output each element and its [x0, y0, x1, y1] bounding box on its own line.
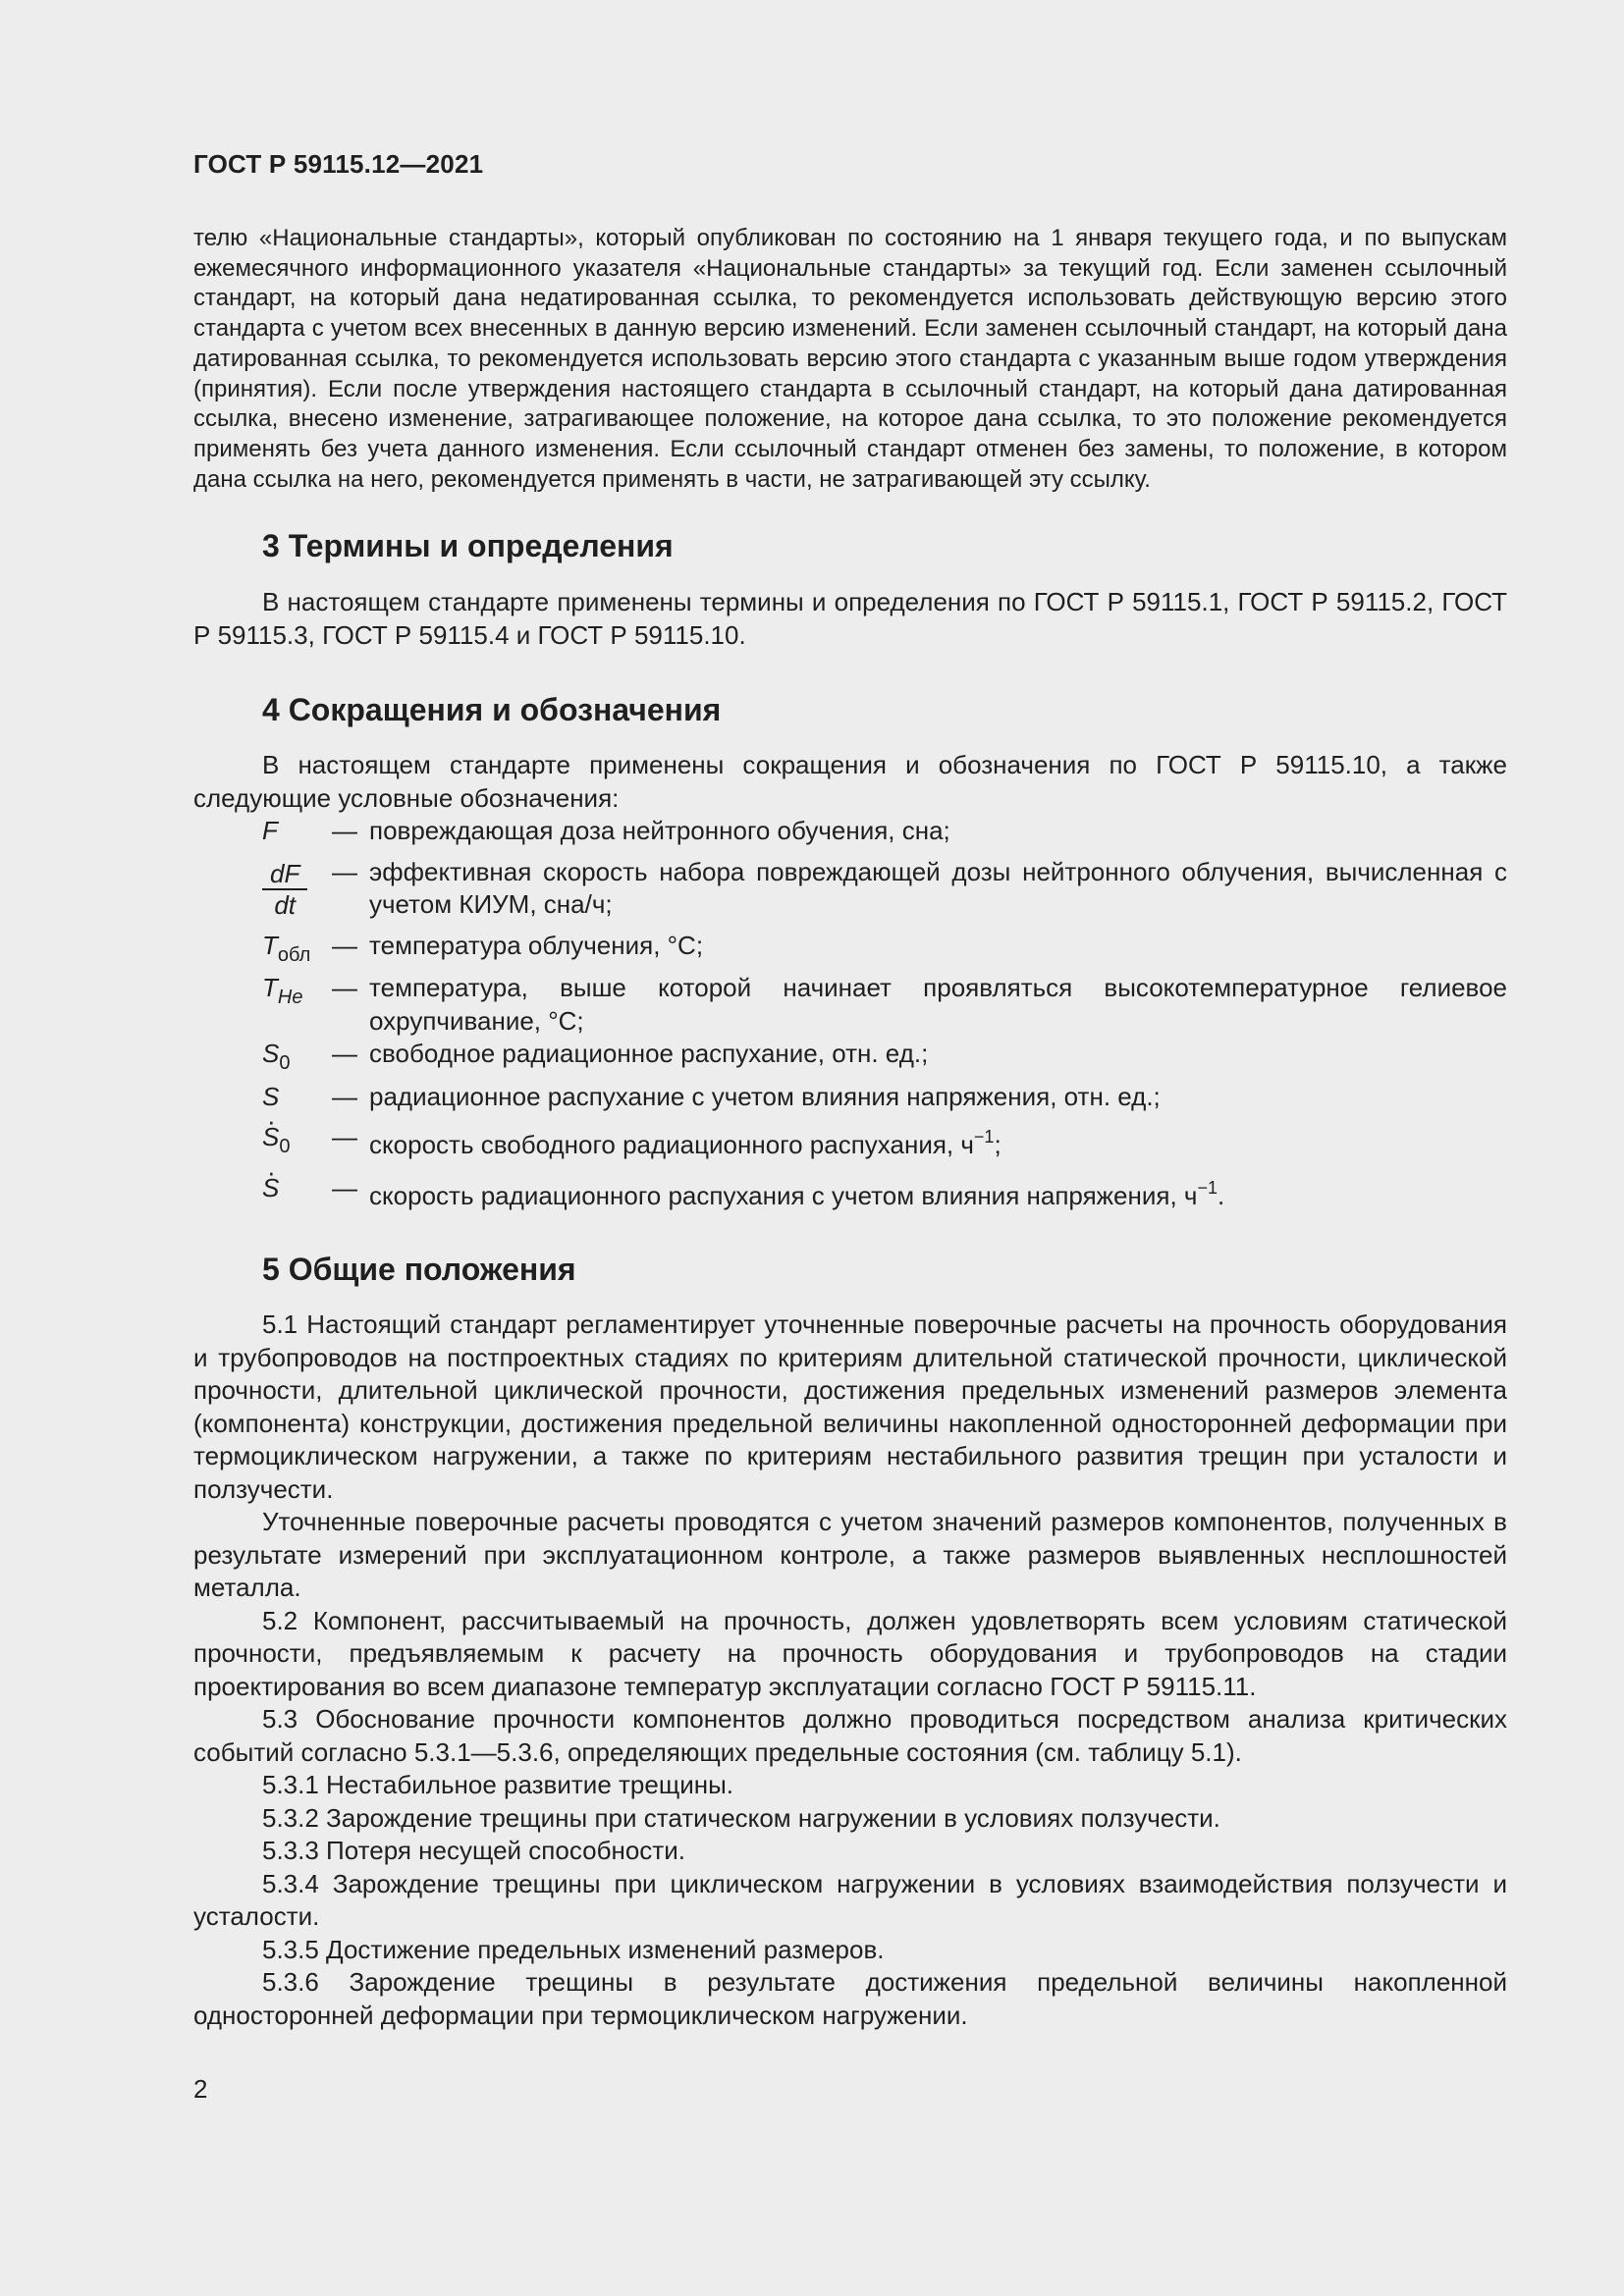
symbol: S: [262, 1081, 280, 1111]
section-5-title: 5 Общие положения: [262, 1252, 576, 1288]
dash: —: [332, 1039, 357, 1069]
symbol-dot-accent: · S: [262, 1121, 279, 1154]
paragraph-5-3-1: 5.3.1 Нестабильное развитие трещины.: [262, 1770, 734, 1800]
dash: —: [332, 816, 357, 846]
symbol-row: [193, 972, 1507, 1038]
paragraph-5-2: 5.2 Компонент, рассчитываемый на прочность, должен удовлетворять всем условиям статической прочности, предъявляемым к расчету на прочность оборудования и трубопроводов на стадии проектирования во всем диапазоне температур эксплуатации согласно ГОСТ Р 59115.11.: [193, 1605, 1507, 1701]
fraction: [262, 859, 307, 920]
intro-paragraph: телю «Национальные стандарты», который опубликован по состоянию на 1 января текущего года, и по выпускам ежемесячного информационного указателя «Национальные стандарты» за текущий год. Если заменен ссылочный стандарт, на который дана недатированная ссылка, то рекомендуется использовать действующую версию этого стандарта с учетом всех внесенных в данную версию изменений. Если заменен ссылочный стандарт, на который дана датированная ссылка, то рекомендуется использовать версию этого стандарта с указанным выше годом утверждения (принятия). Если после утверждения настоящего стандарта в ссылочный стандарт, на который дана датированная ссылка, внесено изменение, затрагивающее положение, на которое дана ссылка, то это положение рекомендуется применять без учета данного изменения. Если ссылочный стандарт отменен без замены, то положение, в котором дана ссылка на него, рекомендуется применять в части, не затрагивающей эту ссылку.: [193, 225, 1507, 493]
paragraph-5-1: 5.1 Настоящий стандарт регламентирует уточненные поверочные расчеты на прочность оборудования и трубопроводов на постпроектных стадиях по критериям длительной статической прочности, циклической прочности, длительной циклической прочности, достижения предельных изменений размеров элемента (компонента) конструкции, достижения предельной величины накопленной односторонней деформации при термоциклическом нагружении, а также по критериям нестабильного развития трещин при усталости и ползучести.: [193, 1309, 1507, 1504]
symbol-description: свободное радиационное распухание, отн. ед.;: [369, 1039, 929, 1069]
dash: —: [332, 1122, 357, 1152]
symbol-row: [193, 1081, 1507, 1114]
section-5-body: [193, 1308, 1507, 2032]
dash: —: [332, 973, 357, 1003]
paragraph-5-3-2: 5.3.2 Зарождение трещины при статическом нагружении в условиях ползучести.: [262, 1802, 1220, 1833]
paragraph-5-3-3: 5.3.3 Потеря несущей способности.: [262, 1836, 685, 1866]
section-3-text: В настоящем стандарте применены термины и определения по ГОСТ Р 59115.1, ГОСТ Р 59115.2, ГОСТ Р 59115.3, ГОСТ Р 59115.4 и ГОСТ Р 59115.10.: [193, 587, 1507, 650]
symbol: $T_{обл}$: [262, 930, 311, 966]
section-4-title: 4 Сокращения и обозначения: [262, 692, 722, 728]
symbol-subscript: обл: [277, 943, 311, 966]
paragraph-5-3-6: 5.3.6 Зарождение трещины в результате достижения предельной величины накопленной односторонней деформации при термоциклическом нагружении.: [193, 1967, 1507, 2030]
symbol-row: [193, 815, 1507, 848]
symbol-description: температура, выше которой начинает проявляться высокотемпературное гелиевое охрупчивание, °С;: [369, 973, 1507, 1036]
symbol-description: скорость свободного радиационного распухания, $ч^{-1}$;: [369, 1127, 1001, 1160]
symbol-description: температура облучения, °С;: [369, 930, 704, 960]
symbol: $T_{He}$: [262, 973, 303, 1009]
symbol-row: [193, 930, 1507, 973]
symbol-subscript: He: [277, 987, 303, 1009]
page-number: 2: [193, 2074, 208, 2104]
paragraph-5-3: 5.3 Обоснование прочности компонентов должно проводиться посредством анализа критических событий согласно 5.3.1—5.3.6, определяющих предельные состояния (см. таблицу 5.1).: [193, 1704, 1507, 1767]
symbol: [193, 856, 332, 920]
symbol: $S_0$: [262, 1039, 291, 1075]
dash: —: [332, 930, 357, 960]
paragraph-5-3-4: 5.3.4 Зарождение трещины при циклическом нагружении в условиях взаимодействия ползучести и усталости.: [193, 1868, 1507, 1932]
dash: —: [332, 1172, 357, 1202]
superscript: −1: [973, 1127, 995, 1148]
symbol-dot-accent: · S: [262, 1172, 279, 1205]
paragraph-5-1-cont: Уточненные поверочные расчеты проводятся с учетом значений размеров компонентов, полученных в результате измерений при эксплуатационном контроле, а также размеров выявленных несплошностей металла.: [193, 1507, 1507, 1603]
symbol: [193, 1172, 332, 1205]
dash: —: [332, 1081, 357, 1111]
symbol-row: [193, 1121, 1507, 1164]
superscript: −1: [1197, 1177, 1218, 1198]
symbol: [193, 1121, 332, 1164]
symbol-list: [193, 815, 1507, 1212]
dash: —: [332, 856, 357, 886]
symbol-subscript: 0: [279, 1052, 291, 1075]
paragraph-5-3-5: 5.3.5 Достижение предельных изменений размеров.: [262, 1934, 885, 1964]
symbol-description: скорость радиационного распухания с учетом влияния напряжения, $ч^{-1}$.: [369, 1177, 1225, 1210]
section-4-text: В настоящем стандарте применены сокращения и обозначения по ГОСТ Р 59115.10, а также следующие условные обозначения:: [193, 750, 1507, 813]
symbol-description: радиационное распухание с учетом влияния напряжения, отн. ед.;: [369, 1081, 1161, 1111]
section-3-title: 3 Термины и определения: [262, 528, 674, 564]
symbol-description: повреждающая доза нейтронного обучения, сна;: [369, 816, 950, 846]
symbol-row: [193, 1038, 1507, 1081]
symbol-row: [193, 1172, 1507, 1213]
symbol-subscript: 0: [279, 1136, 291, 1158]
page-content: [193, 224, 1507, 2032]
symbol: F: [262, 816, 278, 846]
symbol-row: [193, 856, 1507, 922]
fraction-denominator: dt: [274, 889, 297, 920]
symbol-description: эффективная скорость набора повреждающей дозы нейтронного облучения, вычисленная с учетом КИУМ, сна/ч;: [369, 856, 1507, 920]
running-header: ГОСТ Р 59115.12—2021: [193, 149, 484, 179]
fraction-numerator: dF: [262, 859, 307, 890]
